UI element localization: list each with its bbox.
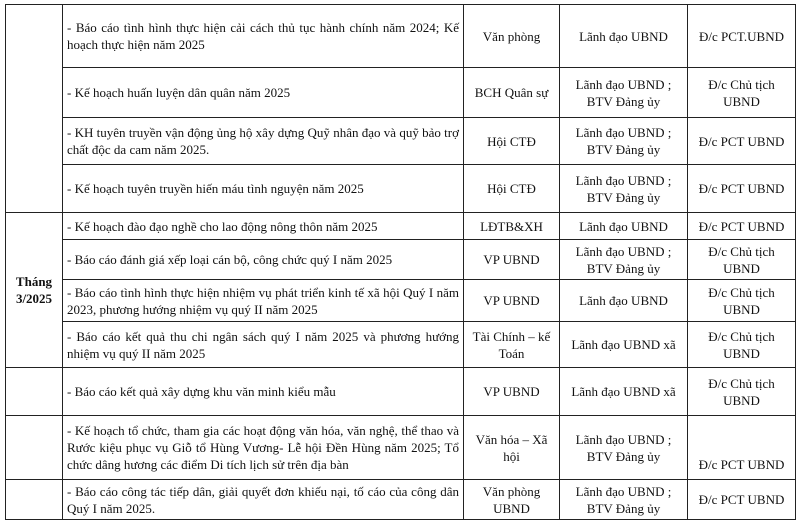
- unit-cell: Văn phòng: [464, 5, 560, 68]
- work-plan-table: [5, 4, 796, 520]
- approver-cell: Lãnh đạo UBND: [560, 280, 688, 322]
- approver-cell: Lãnh đạo UBND ; BTV Đảng ủy: [560, 480, 688, 520]
- approver-cell: Lãnh đạo UBND xã: [560, 322, 688, 368]
- table-row: [6, 416, 796, 480]
- signer-cell: Đ/c PCT.UBND: [688, 5, 796, 68]
- unit-cell: Tài Chính – kế Toán: [464, 322, 560, 368]
- task-cell: - Kế hoạch đào đạo nghề cho lao động nông thôn năm 2025: [63, 213, 464, 240]
- task-cell: - Kế hoạch tổ chức, tham gia các hoạt động văn hóa, văn nghệ, thể thao và Rước kiệu phục vụ Giỗ tổ Hùng Vương- Lễ hội Đền Hùng năm 2025; Tổ chức dâng hương các điểm Di tích lịch sử trên địa bàn: [63, 416, 464, 480]
- task-cell: - Báo cáo kết quả xây dựng khu văn minh kiểu mẫu: [63, 368, 464, 416]
- signer-cell: Đ/c PCT UBND: [688, 480, 796, 520]
- task-cell: - Kế hoạch tuyên truyền hiến máu tình nguyện năm 2025: [63, 165, 464, 213]
- table-row: [6, 368, 796, 416]
- signer-cell: Đ/c Chủ tịch UBND: [688, 68, 796, 118]
- month-cell-empty: [6, 368, 63, 416]
- unit-cell: Văn hóa – Xã hội: [464, 416, 560, 480]
- task-cell: - Báo cáo kết quả thu chi ngân sách quý I năm 2025 và phương hướng nhiệm vụ quý II năm 2025: [63, 322, 464, 368]
- signer-cell: Đ/c Chủ tịch UBND: [688, 240, 796, 280]
- month-cell-empty: [6, 480, 63, 520]
- signer-cell: Đ/c Chủ tịch UBND: [688, 280, 796, 322]
- task-cell: - Báo cáo đánh giá xếp loại cán bộ, công chức quý I năm 2025: [63, 240, 464, 280]
- table-row: [6, 68, 796, 118]
- signer-cell: Đ/c Chủ tịch UBND: [688, 368, 796, 416]
- unit-cell: VP UBND: [464, 240, 560, 280]
- table-row: [6, 5, 796, 68]
- unit-cell: Hội CTĐ: [464, 165, 560, 213]
- approver-cell: Lãnh đạo UBND: [560, 5, 688, 68]
- table-row: [6, 322, 796, 368]
- approver-cell: Lãnh đạo UBND ; BTV Đảng ủy: [560, 240, 688, 280]
- task-cell: - KH tuyên truyền vận động ủng hộ xây dựng Quỹ nhân đạo và quỹ bảo trợ chất độc da cam năm 2025.: [63, 118, 464, 165]
- unit-cell: LĐTB&XH: [464, 213, 560, 240]
- unit-cell: BCH Quân sự: [464, 68, 560, 118]
- task-cell: - Báo cáo tình hình thực hiện cải cách thủ tục hành chính năm 2024; Kế hoạch thực hiện năm 2025: [63, 5, 464, 68]
- approver-cell: Lãnh đạo UBND xã: [560, 368, 688, 416]
- table-row: [6, 480, 796, 520]
- approver-cell: Lãnh đạo UBND ; BTV Đảng ủy: [560, 416, 688, 480]
- approver-cell: Lãnh đạo UBND ; BTV Đảng ủy: [560, 68, 688, 118]
- month-cell-empty: [6, 416, 63, 480]
- task-cell: - Báo cáo công tác tiếp dân, giải quyết đơn khiếu nại, tố cáo của công dân Quý I năm 2025.: [63, 480, 464, 520]
- signer-cell: Đ/c Chủ tịch UBND: [688, 322, 796, 368]
- table-row: [6, 165, 796, 213]
- unit-cell: Hội CTĐ: [464, 118, 560, 165]
- table-row: [6, 118, 796, 165]
- unit-cell: Văn phòng UBND: [464, 480, 560, 520]
- unit-cell: VP UBND: [464, 368, 560, 416]
- month-label: Tháng 3/2025: [6, 213, 63, 368]
- table-row: [6, 280, 796, 322]
- signer-cell: Đ/c PCT UBND: [688, 416, 796, 480]
- approver-cell: Lãnh đạo UBND ; BTV Đảng ủy: [560, 165, 688, 213]
- signer-cell: Đ/c PCT UBND: [688, 213, 796, 240]
- signer-cell: Đ/c PCT UBND: [688, 165, 796, 213]
- approver-cell: Lãnh đạo UBND: [560, 213, 688, 240]
- approver-cell: Lãnh đạo UBND ; BTV Đảng ủy: [560, 118, 688, 165]
- month-cell-empty: [6, 5, 63, 213]
- unit-cell: VP UBND: [464, 280, 560, 322]
- task-cell: - Kế hoạch huấn luyện dân quân năm 2025: [63, 68, 464, 118]
- table-row: [6, 213, 796, 240]
- table-row: [6, 240, 796, 280]
- signer-cell: Đ/c PCT UBND: [688, 118, 796, 165]
- task-cell: - Báo cáo tình hình thực hiện nhiệm vụ phát triển kinh tế xã hội Quý I năm 2023, phương hướng nhiệm vụ quý II năm 2025: [63, 280, 464, 322]
